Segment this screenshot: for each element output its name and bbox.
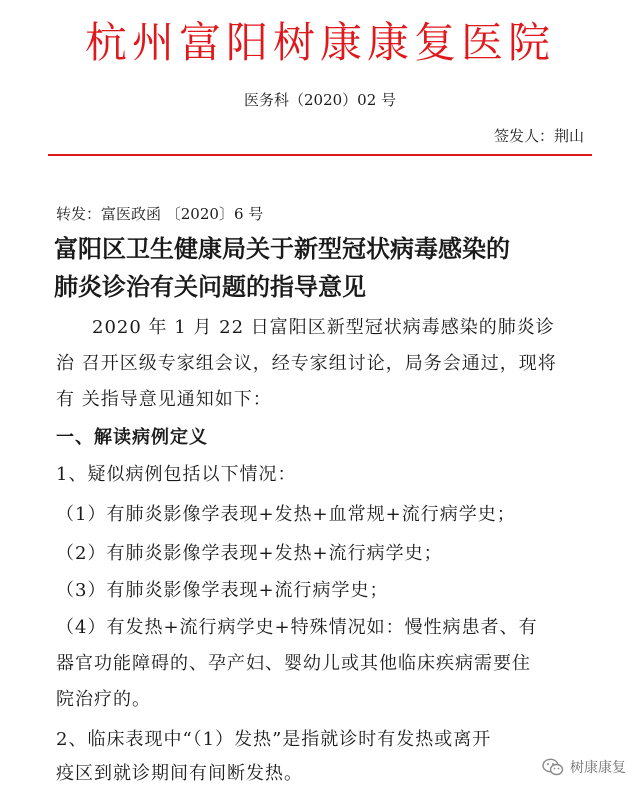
list-item-2-line-2: 疫区到就诊期间有间断发热。 [56, 763, 303, 784]
hospital-letterhead: 杭州富阳树康康复医院 [84, 18, 555, 67]
document-title [54, 230, 594, 306]
intro-line-3: 有 关指导意见通知如下： [56, 389, 272, 410]
watermark-label: 树康康复 [570, 760, 626, 776]
red-divider [48, 154, 592, 156]
section-heading: 一、解读病例定义 [56, 427, 208, 448]
wechat-icon [542, 758, 564, 776]
sub-item-2: （2）有肺炎影像学表现+发热+流行病学史； [56, 543, 443, 564]
sub-item-4-line-3: 院治疗的。 [56, 689, 151, 710]
forward-reference: 转发：富医政函 〔2020〕6 号 [56, 205, 264, 223]
sub-item-1: （1）有肺炎影像学表现+发热+血常规+流行病学史； [56, 504, 516, 525]
sub-item-4-line-1: （4）有发热+流行病学史+特殊情况如：慢性病患者、有 [56, 617, 538, 638]
sub-item-4-line-2: 器官功能障碍的、孕产妇、婴幼儿或其他临床疾病需要住 [56, 653, 531, 674]
signer: 签发人：荆山 [493, 127, 584, 145]
title-line-1: 富阳区卫生健康局关于新型冠状病毒感染的 [54, 235, 510, 263]
list-item-1: 1、疑似病例包括以下情况： [56, 464, 297, 485]
list-item-2-line-1: 2、临床表现中“（1）发热”是指就诊时有发热或离开 [56, 729, 492, 750]
title-line-2: 肺炎诊治有关问题的指导意见 [54, 273, 366, 301]
sub-item-3: （3）有肺炎影像学表现+流行病学史； [56, 580, 389, 601]
intro-line-2: 治 召开区级专家组会议，经专家组讨论，局务会通过，现将 [56, 353, 557, 374]
watermark [542, 757, 626, 777]
document-number: 医务科（2020）02 号 [243, 91, 397, 109]
intro-line-1: 2020 年 1 月 22 日富阳区新型冠状病毒感染的肺炎诊 [92, 317, 555, 338]
